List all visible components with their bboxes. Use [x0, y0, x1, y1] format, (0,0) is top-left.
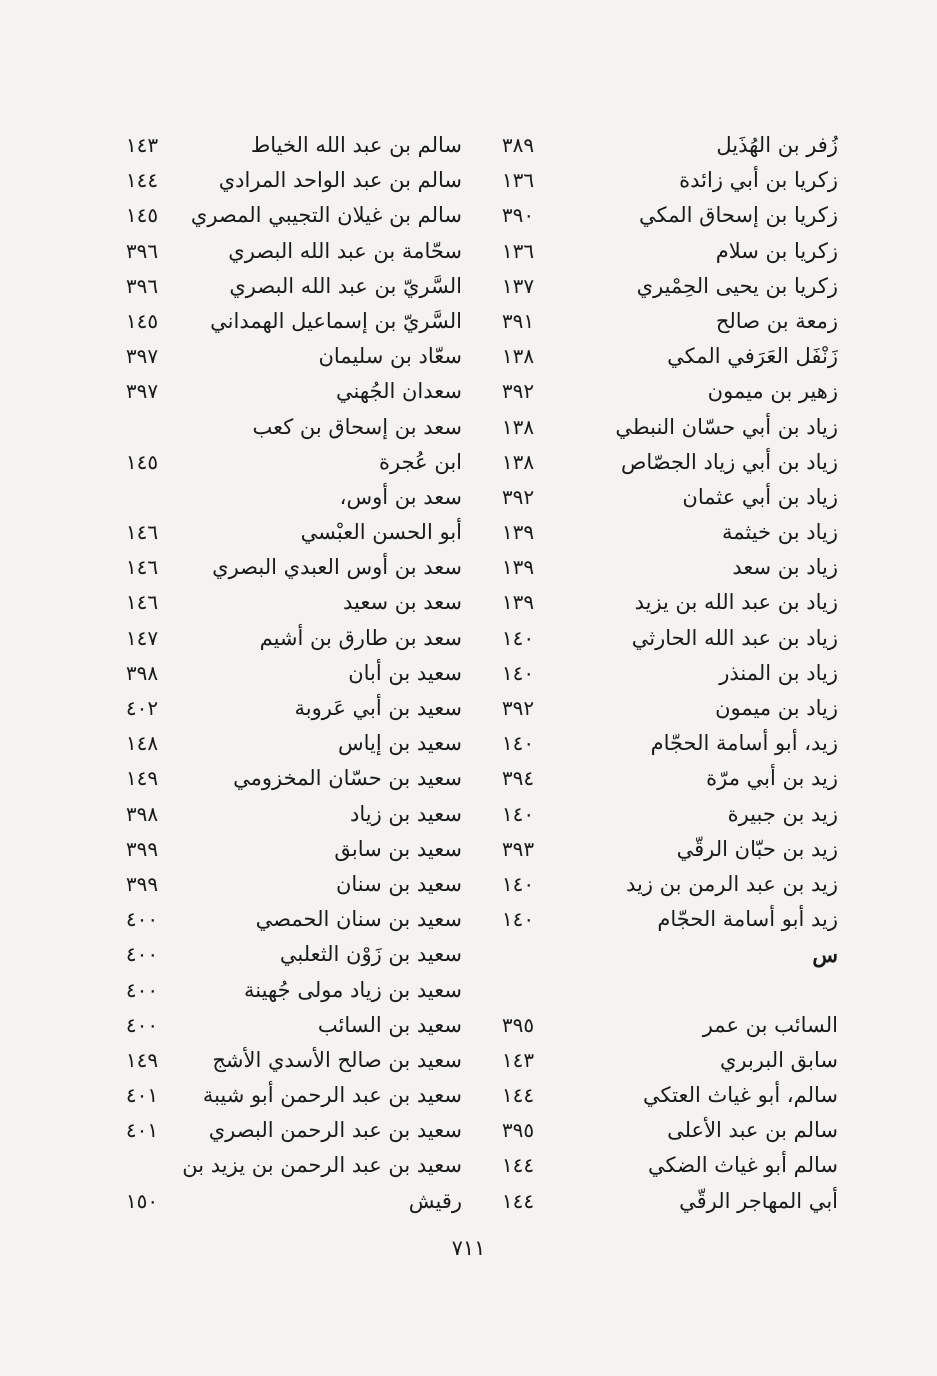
index-entry — [62, 515, 462, 550]
index-entry — [438, 550, 838, 585]
entry-page-number: ١٣٩ — [501, 590, 535, 615]
entry-page-number: ١٤٧ — [125, 625, 159, 650]
entry-name: أبي المهاجر الرقّي — [679, 1188, 838, 1213]
entry-name: سعد بن إسحاق بن كعب — [252, 414, 462, 439]
entry-name: زُفر بن الهُذَيل — [716, 133, 838, 157]
index-entry — [438, 902, 838, 937]
section-letter: س — [812, 942, 838, 968]
entry-name: زيد بن حبّان الرقّي — [676, 836, 838, 861]
index-entry — [62, 761, 462, 796]
entry-page-number: ٣٩٨ — [125, 801, 159, 826]
entry-page-number: ٣٩٧ — [125, 344, 159, 369]
index-entry — [438, 761, 838, 796]
index-entry — [62, 234, 462, 269]
entry-name: سعيد بن زياد — [349, 801, 462, 826]
entry-name: سعيد بن أبان — [348, 660, 462, 685]
entry-name: زياد بن أبي عثمان — [682, 484, 838, 509]
entry-page-number: ٣٩٦ — [125, 273, 159, 298]
entry-name: زيد بن أبي مرّة — [706, 766, 838, 791]
entry-page-number: ١٤٣ — [501, 1047, 535, 1072]
index-entry — [438, 1078, 838, 1113]
index-entry — [438, 832, 838, 867]
entry-page-number: ٤٠٠ — [125, 942, 159, 967]
entry-page-number: ٣٩٥ — [501, 1012, 535, 1037]
entry-name: رقيش — [408, 1188, 462, 1213]
entry-page-number: ١٤٩ — [125, 766, 159, 791]
index-entry — [62, 1113, 462, 1148]
index-entry — [62, 1043, 462, 1078]
index-entry — [62, 1184, 462, 1219]
entry-name: سعيد بن صالح الأسدي الأشج — [212, 1047, 462, 1072]
entry-page-number: ١٤٠ — [501, 731, 535, 756]
index-entry — [438, 726, 838, 761]
index-entry — [62, 832, 462, 867]
index-entry — [62, 656, 462, 691]
entry-name: سعيد بن حسّان المخزومي — [233, 766, 462, 791]
index-entry — [62, 937, 462, 972]
entry-name: سعد بن طارق بن أشيم — [259, 625, 462, 650]
entry-name: زكريا بن سلام — [715, 238, 838, 263]
entry-page-number: ٣٩٥ — [501, 1118, 535, 1143]
entry-name: سعد بن أوس العبدي البصري — [212, 555, 462, 580]
entry-name: سعيد بن سنان الحمصي — [255, 907, 462, 932]
entry-page-number: ١٤٤ — [501, 1153, 535, 1178]
index-entry — [62, 1148, 462, 1183]
entry-page-number: ٣٩٢ — [501, 696, 535, 720]
entry-name: السائب بن عمر — [702, 1012, 838, 1037]
entry-page-number: ١٣٦ — [501, 238, 535, 263]
entry-page-number: ١٤٠ — [501, 871, 535, 896]
entry-page-number: ١٤٠ — [501, 625, 535, 650]
entry-page-number: ٤٠١ — [125, 1083, 159, 1108]
entry-name: سعيد بن أبي عَروبة — [294, 696, 462, 720]
entry-name: زمعة بن صالح — [715, 308, 838, 333]
entry-name: سعّاد بن سليمان — [318, 344, 462, 369]
entry-page-number: ٤٠٠ — [125, 1012, 159, 1037]
entry-page-number: ١٣٧ — [501, 273, 535, 298]
entry-page-number: ٣٩٩ — [125, 871, 159, 896]
left-index-column — [62, 128, 462, 1219]
index-entry — [438, 621, 838, 656]
entry-page-number: ١٤٩ — [125, 1047, 159, 1072]
index-entry — [62, 867, 462, 902]
entry-page-number: ٣٩٤ — [501, 766, 535, 791]
index-entry — [438, 585, 838, 620]
entry-page-number: ١٣٦ — [501, 168, 535, 193]
entry-name: سعيد بن زَوْن الثعلبي — [279, 942, 462, 967]
index-entry — [438, 163, 838, 198]
index-entry — [62, 163, 462, 198]
entry-page-number: ٣٩٢ — [501, 379, 535, 404]
index-entry — [62, 1008, 462, 1043]
index-entry — [438, 797, 838, 832]
entry-name: سعيد بن عبد الرحمن أبو شيبة — [202, 1083, 462, 1108]
index-entry — [62, 410, 462, 445]
entry-page-number: ٤٠٠ — [125, 907, 159, 932]
entry-page-number: ١٤٤ — [125, 168, 159, 193]
entry-page-number: ١٤٥ — [125, 449, 159, 474]
entry-page-number: ٤٠١ — [125, 1118, 159, 1143]
entry-page-number: ١٤٦ — [125, 590, 159, 615]
entry-page-number: ١٥٠ — [125, 1188, 159, 1213]
entry-name: سعيد بن عبد الرحمن بن يزيد بن — [182, 1153, 462, 1178]
entry-page-number: ٣٩١ — [501, 308, 535, 333]
entry-page-number: ١٤٣ — [125, 133, 159, 157]
entry-name: زياد بن أبي زياد الجصّاص — [621, 449, 838, 474]
index-entry — [438, 234, 838, 269]
index-entry — [438, 515, 838, 550]
index-entry — [62, 726, 462, 761]
entry-page-number: ١٤٤ — [501, 1083, 535, 1108]
entry-page-number: ١٣٨ — [501, 344, 535, 369]
entry-name: زياد بن عبد الله بن يزيد — [634, 590, 838, 615]
entry-page-number: ٣٨٩ — [501, 133, 535, 157]
entry-page-number: ٣٩٣ — [501, 836, 535, 861]
entry-name: سالم أبو غياث الضكي — [648, 1153, 838, 1178]
entry-page-number: ١٤٠ — [501, 907, 535, 932]
index-entry — [62, 550, 462, 585]
index-entry — [438, 656, 838, 691]
entry-page-number: ١٤٦ — [125, 520, 159, 545]
entry-name: سعد بن أوس، — [339, 484, 462, 509]
index-entry — [62, 304, 462, 339]
entry-name: سابق البربري — [719, 1047, 838, 1072]
entry-page-number: ٣٩٧ — [125, 379, 159, 404]
entry-page-number: ١٣٩ — [501, 520, 535, 545]
entry-page-number: ٣٩٦ — [125, 238, 159, 263]
entry-name: زياد بن خيثمة — [722, 520, 838, 545]
entry-page-number: ٣٩٨ — [125, 660, 159, 685]
index-entry — [62, 1078, 462, 1113]
index-entry — [62, 691, 462, 726]
index-entry — [438, 339, 838, 374]
index-entry — [438, 1008, 838, 1043]
index-entry — [62, 198, 462, 233]
entry-name: سعيد بن إياس — [338, 731, 462, 756]
entry-page-number: ٣٩٩ — [125, 836, 159, 861]
entry-name: السَّريّ بن إسماعيل الهمداني — [210, 308, 462, 333]
index-entry — [62, 480, 462, 515]
entry-name: زكريا بن يحيى الحِمْيري — [636, 273, 838, 298]
entry-name: زياد بن سعد — [732, 555, 838, 580]
right-index-column — [438, 128, 838, 1219]
index-entry — [62, 339, 462, 374]
entry-name: زيد بن جبيرة — [727, 801, 838, 826]
entry-name: سعيد بن سنان — [335, 871, 462, 896]
entry-page-number: ١٤٦ — [125, 555, 159, 580]
index-entry — [62, 621, 462, 656]
index-entry — [62, 374, 462, 409]
entry-name: زيد أبو أسامة الحجّام — [657, 907, 838, 932]
index-entry — [62, 269, 462, 304]
entry-page-number: ٣٩٠ — [501, 203, 535, 228]
index-entry — [438, 1184, 838, 1219]
entry-page-number: ١٤٤ — [501, 1188, 535, 1213]
entry-page-number: ١٤٥ — [125, 308, 159, 333]
entry-page-number: ١٤٨ — [125, 731, 159, 756]
entry-name: سالم بن عبد الله الخياط — [250, 133, 462, 157]
entry-name: سالم، أبو غياث العتكي — [643, 1083, 838, 1108]
entry-name: زكريا بن إسحاق المكي — [639, 203, 838, 228]
entry-page-number: ١٣٨ — [501, 414, 535, 439]
index-entry — [438, 691, 838, 726]
entry-name: زياد بن المنذر — [719, 660, 838, 685]
entry-name: سعدان الجُهني — [336, 379, 462, 404]
entry-page-number: ٤٠٢ — [125, 696, 159, 720]
entry-name: سعيد بن زياد مولى جُهينة — [244, 977, 462, 1002]
entry-name: السَّريّ بن عبد الله البصري — [229, 273, 462, 298]
index-entry — [62, 585, 462, 620]
index-entry — [438, 198, 838, 233]
entry-page-number: ٣٩٢ — [501, 484, 535, 509]
entry-page-number: ١٤٥ — [125, 203, 159, 228]
index-entry — [438, 973, 838, 1008]
entry-page-number: ١٣٩ — [501, 555, 535, 580]
index-entry — [62, 797, 462, 832]
index-entry — [438, 410, 838, 445]
index-entry — [438, 480, 838, 515]
index-entry — [438, 269, 838, 304]
index-entry — [62, 128, 462, 163]
entry-name: زياد بن ميمون — [715, 696, 838, 720]
index-entry — [62, 973, 462, 1008]
page-number: ٧١١ — [451, 1236, 486, 1260]
entry-name: سعد بن سعيد — [342, 590, 462, 615]
entry-name: زكريا بن أبي زائدة — [679, 168, 838, 193]
index-entry — [438, 445, 838, 480]
index-entry — [438, 374, 838, 409]
entry-name: زهير بن ميمون — [707, 379, 838, 404]
entry-name: أبو الحسن العبْسي — [300, 520, 462, 545]
index-entry — [438, 1043, 838, 1078]
entry-name: ابن عُجرة — [378, 449, 462, 474]
index-entry — [438, 937, 838, 972]
index-entry — [438, 867, 838, 902]
index-entry — [438, 304, 838, 339]
entry-name: زيد بن عبد الرمن بن زيد — [626, 871, 838, 896]
index-entry — [438, 128, 838, 163]
index-entry — [62, 902, 462, 937]
index-entry — [62, 445, 462, 480]
entry-name: سعيد بن سابق — [334, 836, 462, 861]
entry-name: سالم بن عبد الأعلى — [667, 1118, 838, 1143]
entry-page-number: ٤٠٠ — [125, 977, 159, 1002]
entry-name: سالم بن عبد الواحد المرادي — [218, 168, 462, 193]
entry-name: سعيد بن عبد الرحمن البصري — [208, 1118, 462, 1143]
entry-page-number: ١٤٠ — [501, 801, 535, 826]
entry-name: زَنْفَل العَرَفي المكي — [667, 344, 838, 369]
entry-name: سالم بن غيلان التجيبي المصري — [190, 203, 462, 228]
index-entry — [438, 1113, 838, 1148]
entry-name: زياد بن عبد الله الحارثي — [631, 625, 838, 650]
entry-name: زيد، أبو أسامة الحجّام — [650, 731, 838, 756]
entry-name: سحّامة بن عبد الله البصري — [228, 238, 462, 263]
entry-page-number: ١٣٨ — [501, 449, 535, 474]
entry-name: سعيد بن السائب — [317, 1012, 462, 1037]
entry-page-number: ١٤٠ — [501, 660, 535, 685]
index-entry — [438, 1148, 838, 1183]
entry-name: زياد بن أبي حسّان النبطي — [615, 414, 838, 439]
